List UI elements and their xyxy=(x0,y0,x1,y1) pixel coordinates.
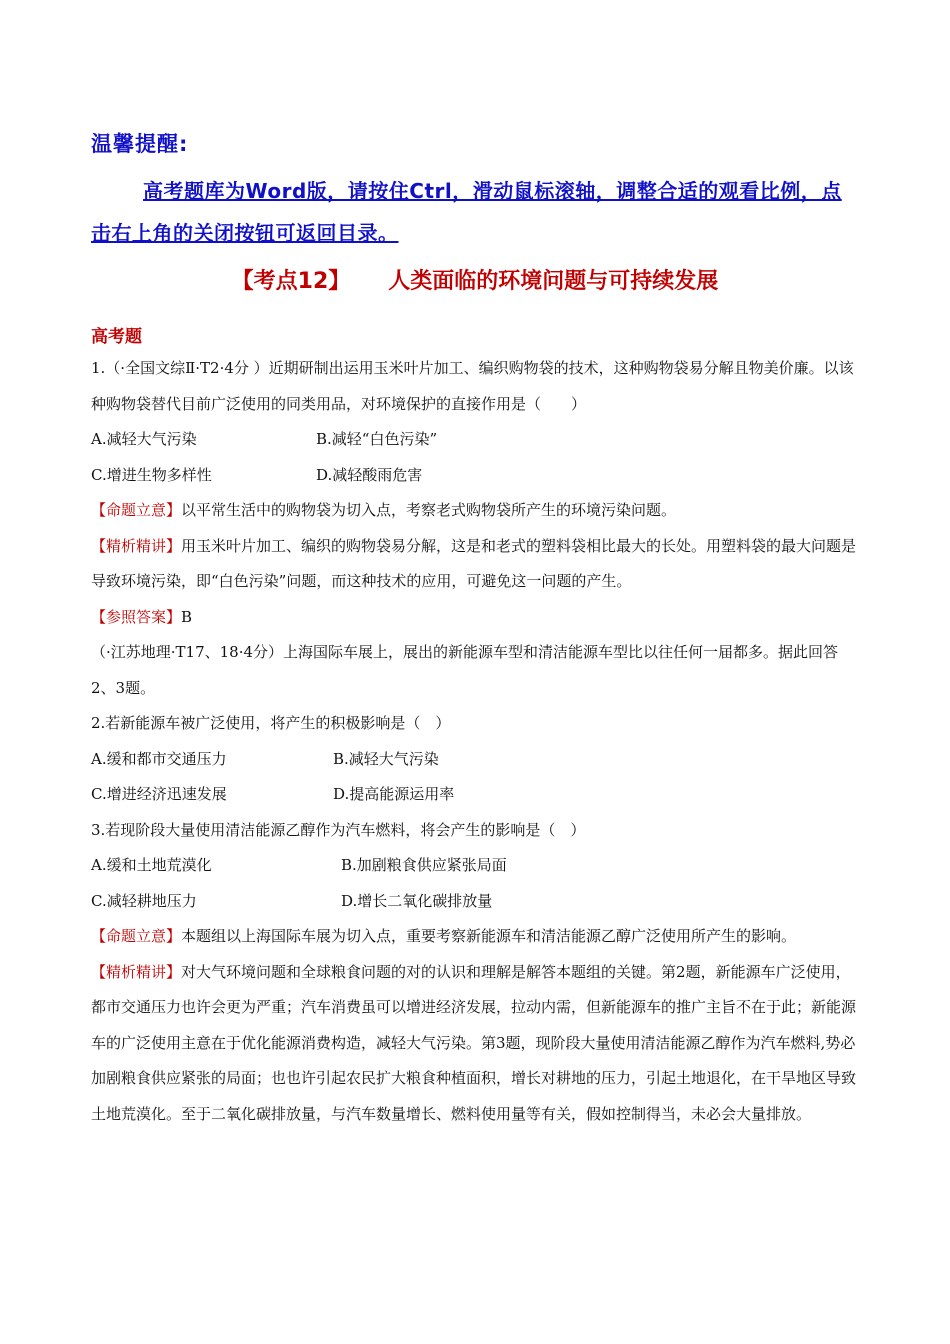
q2-option-d: D.提高能源运用率 xyxy=(333,785,455,803)
q3-options-row-2 xyxy=(91,884,861,920)
group-intent xyxy=(91,919,861,955)
section-title: 高考题 xyxy=(91,327,142,347)
q3-options-row-1 xyxy=(91,848,861,884)
group-analysis xyxy=(91,955,861,1133)
group-analysis-label: 【精析精讲】 xyxy=(91,962,182,981)
q1-option-c: C.增进生物多样性 xyxy=(91,465,212,484)
q1-options-row-2 xyxy=(91,458,861,494)
q1-stem: 1.（·全国文综Ⅱ·T2·4分 ）近期研制出运用玉米叶片加工、编织购物袋的技术，这种购物袋易分解且物美价廉。以该种购物袋替代目前广泛使用的同类用品，对环境保护的直接作用是（ ） xyxy=(91,359,854,413)
q2-options-row-2 xyxy=(91,777,861,813)
q1-intent xyxy=(91,493,861,529)
reminder-link[interactable]: 高考题库为Word版，请按住Ctrl，滑动鼠标滚轴，调整合适的观看比例，点击右上角的关闭按钮可返回目录。 xyxy=(91,179,842,245)
group-intent-label: 【命题立意】 xyxy=(91,927,182,945)
topic-title: 人类面临的环境问题与可持续发展 xyxy=(388,269,719,294)
topic-heading xyxy=(0,264,950,295)
q3-stem: 3.若现阶段大量使用清洁能源乙醇作为汽车燃料，将会产生的影响是（ ） xyxy=(91,820,586,839)
q1-options-row-1 xyxy=(91,422,861,458)
q1-intent-label: 【命题立意】 xyxy=(91,501,182,519)
q3-option-b: B.加剧粮食供应紧张局面 xyxy=(341,856,507,874)
q1-option-a: A.减轻大气污染 xyxy=(91,430,197,448)
q1-answer-label: 【参照答案】 xyxy=(91,607,182,626)
q2-option-c: C.增进经济迅速发展 xyxy=(91,785,227,803)
group-analysis-text: 对大气环境问题和全球粮食问题的对的认识和理解是解答本题组的关键。第2题，新能源车广泛使用，都市交通压力也许会更为严重；汽车消费虽可以增进经济发展，拉动内需，但新能源车的推广主旨不在于此；新能源车的广泛使用主意在于优化能源消费构造，减轻大气污染。第3题，现阶段大量使用清洁能源乙醇作为汽车燃料,势必加剧粮食供应紧张的局面；也也许引起农民扩大粮食种植面积，增长对耕地的压力，引起土地退化，在干旱地区导致土地荒漠化。至于二氧化碳排放量，与汽车数量增长、燃料使用量等有关，假如控制得当，未必会大量排放。 xyxy=(91,962,857,1123)
q1-option-b: B.减轻“白色污染” xyxy=(316,430,438,448)
q3-option-c: C.减轻耕地压力 xyxy=(91,891,197,910)
q1-analysis-label: 【精析精讲】 xyxy=(91,536,182,555)
q2-options-row-1 xyxy=(91,742,861,778)
q3-option-a: A.缓和土地荒漠化 xyxy=(91,856,212,874)
q1-answer-text: B xyxy=(181,607,193,626)
group-intent-text: 本题组以上海国际车展为切入点，重要考察新能源车和清洁能源乙醇广泛使用所产生的影响。 xyxy=(181,927,797,945)
q1-option-d: D.减轻酸雨危害 xyxy=(316,465,423,484)
q1-intent-text: 以平常生活中的购物袋为切入点，考察老式购物袋所产生的环境污染问题。 xyxy=(181,501,677,519)
document-content xyxy=(91,351,861,1132)
q2-option-a: A.缓和都市交通压力 xyxy=(91,749,227,768)
topic-tag: 【考点12】 xyxy=(231,269,351,294)
q2-option-b: B.减轻大气污染 xyxy=(333,749,439,768)
q1-answer xyxy=(91,600,861,636)
q1-analysis xyxy=(91,529,861,600)
reminder-title: 温馨提醒: xyxy=(91,132,189,156)
q3-option-d: D.增长二氧化碳排放量 xyxy=(341,891,493,910)
group-intro: （·江苏地理·T17、18·4分）上海国际车展上，展出的新能源车型和清洁能源车型比以往任何一届都多。据此回答2、3题。 xyxy=(91,643,839,697)
q2-stem: 2.若新能源车被广泛使用，将产生的积极影响是（ ） xyxy=(91,714,451,732)
q1-analysis-text: 用玉米叶片加工、编织的购物袋易分解，这是和老式的塑料袋相比最大的长处。用塑料袋的最大问题是导致环境污染，即“白色污染”问题，而这种技术的应用，可避免这一问题的产生。 xyxy=(91,536,857,590)
